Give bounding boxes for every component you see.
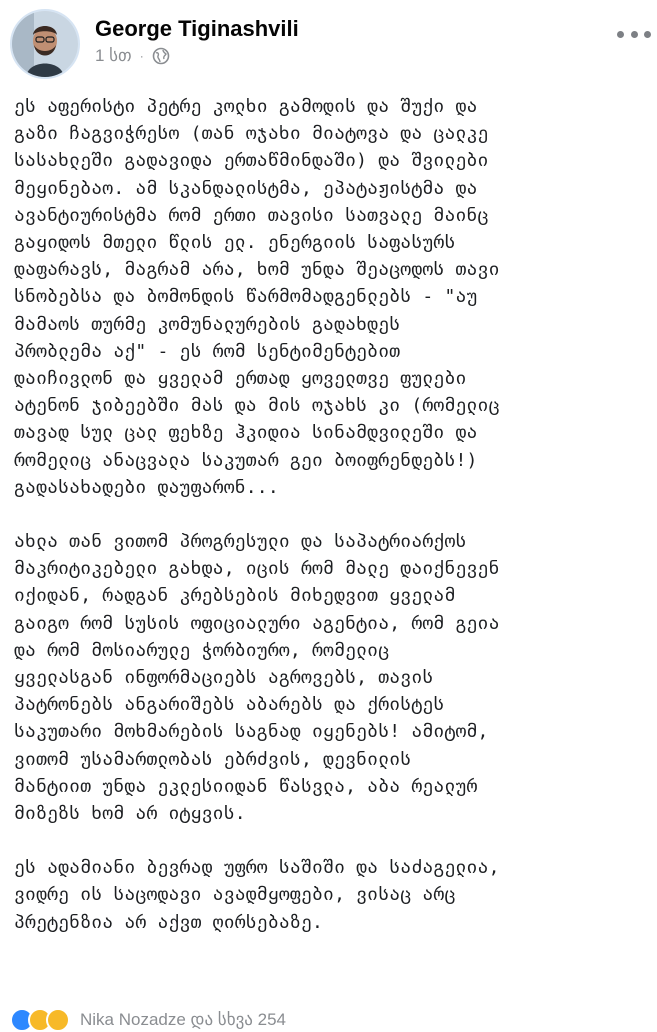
post-meta bbox=[95, 44, 170, 68]
author-avatar[interactable] bbox=[10, 9, 80, 79]
author-name[interactable]: George Tiginashvili bbox=[95, 16, 299, 41]
avatar-portrait-icon bbox=[12, 11, 78, 77]
globe-icon[interactable] bbox=[152, 47, 170, 65]
reactions-summary[interactable] bbox=[10, 1010, 286, 1030]
sad-icon bbox=[46, 1008, 70, 1032]
post-time[interactable]: 1 სთ bbox=[95, 46, 132, 65]
meta-separator: · bbox=[139, 49, 144, 63]
post-header bbox=[0, 0, 657, 90]
post-paragraph: ახლა თან ვითომ პროგრესული და საპატრიარქოს მაკრიტიკებელი გახდა, იცის რომ მალე დაიქნევენ იქიდან, რადგან კრებსების მიხედვით ყველამ გაიგო რომ სუსის ოფიციალური აგენტია, რომ გეია და რომ მოსიარულე ჭორბიურო, რომელიც ყველასგან ინფორმაციებს აგროვებს, თავის პატრონებს ანგარიშებს აბარებს და ქრისტეს საკუთარი მოხმარების საგნად იყენებს! ამიტომ, ვითომ უსამართლობას ებრძვის, დევნილის მანტიით უნდა ეკლესიიდან წასვლა, აბა რეალურ მიზეზს ხომ არ იტყვის. bbox=[14, 531, 500, 825]
post-paragraph: ეს აფერისტი პეტრე კოლხი გამოდის და შუქი და გაზი ჩაგვიჭრესო (თან ოჯახი მიატოვა და ცალკე სასახლეში გადავიდა ერთაწმინდაში) და შვილები მეყინებაო. ამ სკანდალისტმა, ეპატაჟისტმა და ავანტიურისტმა რომ ერთი თავისი სათვალე მაინც გაყიდოს მთელი წლის ელ. ენერგიის საფასურს დაფარავს, მაგრამ არა, ხომ უნდა შეაცოდოს თავი სნობებსა და ბომონდის წარმომადგენლებს - "აუ მამაოს თურმე კომუნალურების გადახდეს პრობლემა აქ" - ეს რომ სენტიმენტებით დაიჩივლონ და ყველამ ერთად ყოველთვე ფულები ატენონ ჯიბეებში მას და მის ოჯახს კი (რომელიც თავად სულ ცალ ფეხზე ჰკიდია სინამდვილეში და რომელიც ანაცვალა საკუთარ გეი ბოიფრენდებს!) გადასახადები დაუფარონ... bbox=[14, 96, 500, 498]
more-dot bbox=[617, 31, 624, 38]
post-text bbox=[14, 93, 650, 963]
reactions-count[interactable]: Nika Nozadze და სხვა 254 bbox=[80, 1010, 287, 1029]
post-paragraph: ეს ადამიანი ბევრად უფრო საშიში და საძაგელია, ვიდრე ის საცოდავი ავადმყოფები, ვისაც არც პრეტენზია არ აქვთ ღირსებაზე. bbox=[14, 857, 500, 933]
more-dot bbox=[631, 31, 638, 38]
more-options-icon[interactable] bbox=[617, 24, 651, 44]
more-dot bbox=[644, 31, 651, 38]
